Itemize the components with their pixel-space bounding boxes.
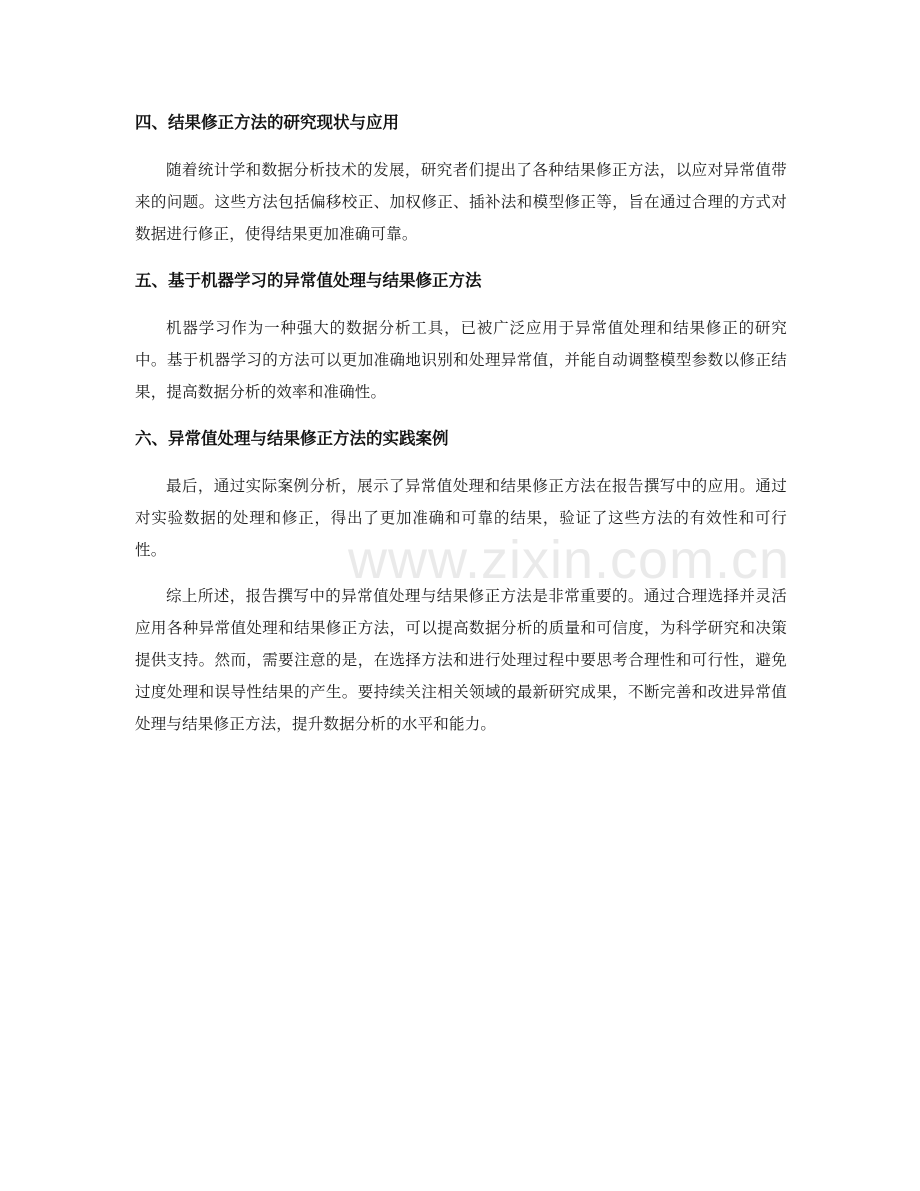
section-5-paragraph: 机器学习作为一种强大的数据分析工具，已被广泛应用于异常值处理和结果修正的研究中。基于机器学习的方法可以更加准确地识别和处理异常值，并能自动调整模型参数以修正结果，提高数据分析的效率和准确性。 (135, 319, 787, 401)
section-4-paragraph: 随着统计学和数据分析技术的发展，研究者们提出了各种结果修正方法，以应对异常值带来的问题。这些方法包括偏移校正、加权修正、插补法和模型修正等，旨在通过合理的方式对数据进行修正，使得结果更加准确可靠。 (135, 161, 787, 243)
document-body (135, 106, 787, 740)
section-heading-5: 五、基于机器学习的异常值处理与结果修正方法 (135, 271, 482, 290)
section-6-paragraph: 最后，通过实际案例分析，展示了异常值处理和结果修正方法在报告撰写中的应用。通过对实验数据的处理和修正，得出了更加准确和可靠的结果，验证了这些方法的有效性和可行性。 (135, 477, 787, 559)
section-heading-4: 四、结果修正方法的研究现状与应用 (135, 113, 399, 132)
section-heading-6: 六、异常值处理与结果修正方法的实践案例 (135, 429, 449, 448)
conclusion-paragraph: 综上所述，报告撰写中的异常值处理与结果修正方法是非常重要的。通过合理选择并灵活应用各种异常值处理和结果修正方法，可以提高数据分析的质量和可信度，为科学研究和决策提供支持。然而，需要注意的是，在选择方法和进行处理过程中要思考合理性和可行性，避免过度处理和误导性结果的产生。要持续关注相关领域的最新研究成果，不断完善和改进异常值处理与结果修正方法，提升数据分析的水平和能力。 (135, 587, 787, 733)
watermark-text: www.zixin.com.cn (348, 530, 791, 590)
